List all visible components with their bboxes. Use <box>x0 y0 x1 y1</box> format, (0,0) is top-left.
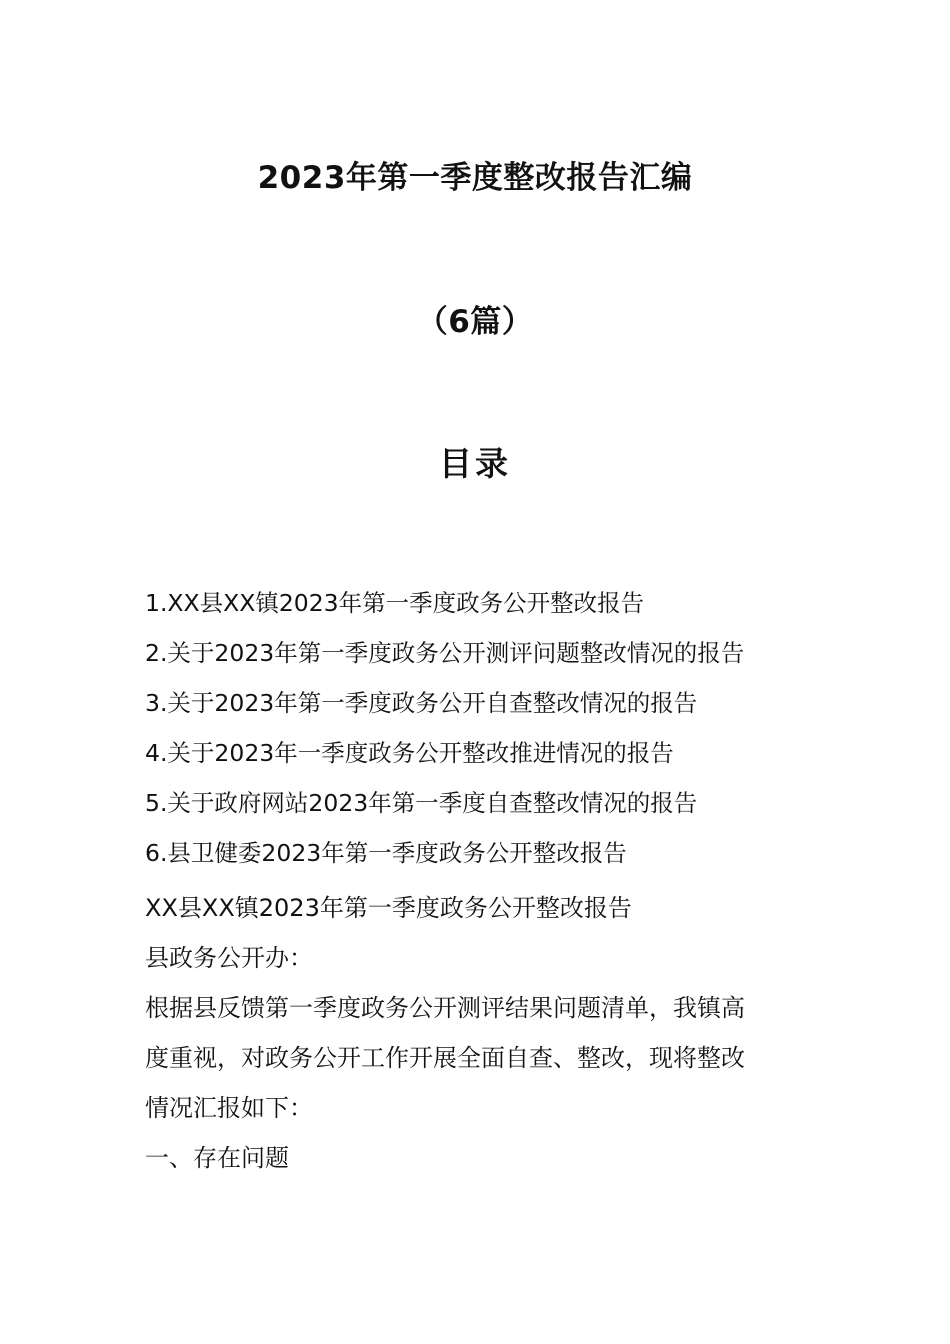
toc-item-2: 2.关于2023年第一季度政务公开测评问题整改情况的报告 <box>145 639 745 667</box>
paragraph-line-1: 根据县反馈第一季度政务公开测评结果问题清单，我镇高 <box>145 994 745 1022</box>
toc-item-1: 1.XX县XX镇2023年第一季度政务公开整改报告 <box>145 589 645 617</box>
document-title: 2023年第一季度整改报告汇编 <box>257 160 693 196</box>
toc-item-5: 5.关于政府网站2023年第一季度自查整改情况的报告 <box>145 789 698 817</box>
table-of-contents <box>145 583 825 883</box>
document-subtitle: （6篇） <box>416 304 534 340</box>
toc-item-3: 3.关于2023年第一季度政务公开自查整改情况的报告 <box>145 689 698 717</box>
toc-heading: 目录 <box>439 444 511 483</box>
toc-item-6: 6.县卫健委2023年第一季度政务公开整改报告 <box>145 839 627 867</box>
paragraph-line-2: 度重视，对政务公开工作开展全面自查、整改，现将整改 <box>145 1044 745 1072</box>
article-body <box>145 883 810 1183</box>
article-title: XX县XX镇2023年第一季度政务公开整改报告 <box>145 894 632 922</box>
paragraph-line-3: 情况汇报如下： <box>145 1094 313 1122</box>
section-heading: 一、存在问题 <box>145 1144 289 1172</box>
salutation: 县政务公开办： <box>145 944 313 972</box>
toc-item-4: 4.关于2023年一季度政务公开整改推进情况的报告 <box>145 739 674 767</box>
